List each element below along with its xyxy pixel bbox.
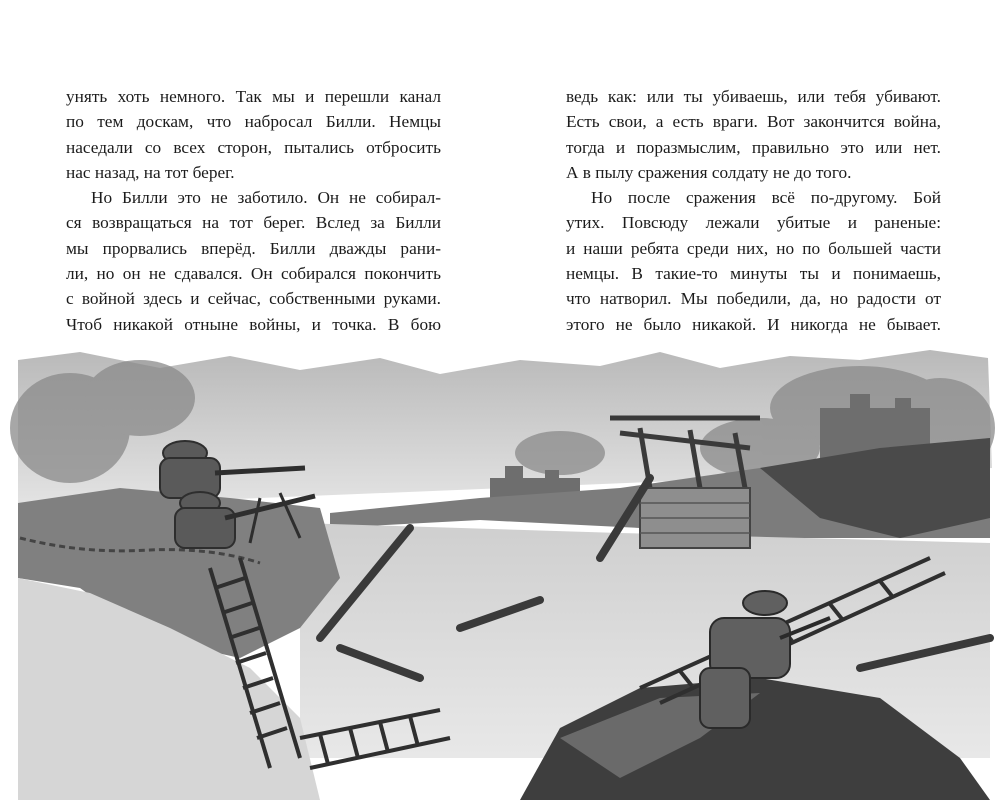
text-line: ведь как: или ты убиваешь, или тебя убивают. — [566, 87, 941, 106]
text-line: Но после сражения всё по-другому. Бой — [591, 188, 941, 208]
text-line: ли, но он не сдавался. Он собирался покончить — [66, 264, 441, 284]
text-line: ся возвращаться на тот берег. Вслед за Билли — [66, 213, 441, 233]
text-line: этого не было никакой. И никогда не бывает. — [566, 314, 941, 334]
text-line: с войной здесь и сейчас, собственными руками. — [66, 289, 441, 309]
battle-illustration — [0, 338, 1008, 800]
text-line: что натворил. Мы победили, да, но радости от — [566, 289, 941, 309]
text-line: мы прорвались вперёд. Билли дважды рани- — [66, 238, 441, 258]
text-line: Но Билли это не заботило. Он не собирал- — [91, 188, 441, 208]
text-line: немцы. В такие-то минуты ты и понимаешь, — [566, 264, 941, 284]
text-line: тогда и поразмыслим, правильно это или нет. — [566, 137, 941, 157]
text-line: А в пылу сражения солдату не до того. — [566, 162, 852, 182]
text-line: по тем доскам, что набросал Билли. Немцы — [66, 112, 441, 132]
text-line: Чтоб никакой отныне войны, и точка. В бою — [66, 314, 441, 334]
text-column-left — [66, 84, 441, 337]
text-line: нас назад, на тот берег. — [66, 162, 235, 182]
text-column-right — [566, 84, 941, 337]
text-line: наседали со всех сторон, пытались отбросить — [66, 137, 441, 157]
text-line: Есть свои, а есть враги. Вот закончится война, — [566, 112, 941, 132]
text-line: и наши ребята среди них, но по большей части — [566, 238, 941, 258]
text-line: утих. Повсюду лежали убитые и раненые: — [566, 213, 941, 233]
text-line: унять хоть немного. Так мы и перешли канал — [66, 87, 441, 106]
illustration-canvas — [0, 338, 1008, 800]
